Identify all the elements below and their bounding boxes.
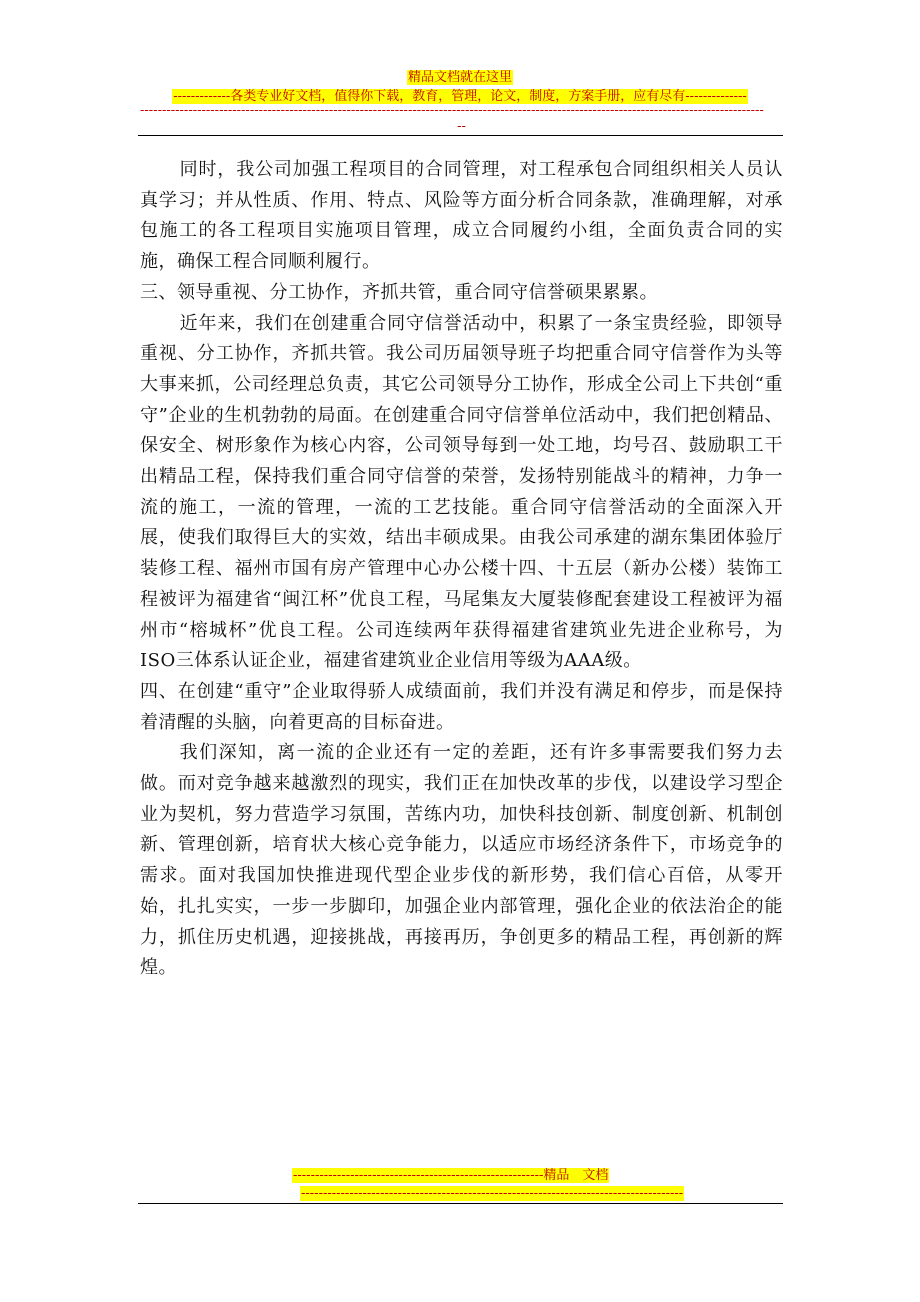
header-tagline-row <box>0 85 920 105</box>
footer-rule <box>138 1203 783 1204</box>
section-heading-four: 四、在创建“重守”企业取得骄人成绩面前，我们并没有满足和停步，而是保持着清醒的头脑，向着更高的目标奋进。 <box>140 680 783 733</box>
header-dash-tail: -- <box>457 119 466 134</box>
header-dash-line: ---------------------------------------------------------------------------------------------------------------------------------------------- <box>140 103 764 118</box>
footer-label: ---------------------------------------------------------精品 文档 <box>293 1168 609 1183</box>
footer-dashes: --------------------------------------------------------------------------------------- <box>301 1186 684 1201</box>
header-rule <box>138 135 783 136</box>
header-tagline: -------------各类专业好文档，值得你下载，教育，管理，论文，制度，方案手册，应有尽有-------------- <box>173 89 747 104</box>
footer-line-1 <box>292 1167 626 1184</box>
document-body <box>140 155 783 984</box>
paragraph-contract-management: 同时，我公司加强工程项目的合同管理，对工程承包合同组织相关人员认真学习；并从性质、作用、特点、风险等方面分析合同条款，准确理解，对承包施工的各工程项目实施项目管理，成立合同履约小组，全面负责合同的实施，确保工程合同顺利履行。 <box>140 159 783 273</box>
paragraph-experience: 近年来，我们在创建重合同守信誉活动中，积累了一条宝贵经验，即领导重视、分工协作，齐抓共管。我公司历届领导班子均把重合同守信誉作为头等大事来抓，公司经理总负责，其它公司领导分工协作，形成全公司上下共创“重守”企业的生机勃勃的局面。在创建重合同守信誉单位活动中，我们把创精品、保安全、树形象作为核心内容，公司领导每到一处工地，均号召、鼓励职工干出精品工程，保持我们重合同守信誉的荣誉，发扬特别能战斗的精神，力争一流的施工，一流的管理，一流的工艺技能。重合同守信誉活动的全面深入开展，使我们取得巨大的实效，结出丰硕成果。由我公司承建的湖东集团体验厅装修工程、福州市国有房产管理中心办公楼十四、十五层（新办公楼）装饰工程被评为福建省“闽江杯”优良工程，马尾集友大厦装修配套建设工程被评为福州市“榕城杯”优良工程。公司连续两年获得福建省建筑业先进企业称号，为ISO三体系认证企业，福建省建筑业企业信用等级为AAA级。 <box>140 312 783 672</box>
section-heading-three: 三、领导重视、分工协作，齐抓共管，重合同守信誉硕果累累。 <box>140 281 658 303</box>
header-title: 精品文档就在这里 <box>407 70 512 85</box>
footer-line-2 <box>300 1185 684 1202</box>
header-title-row <box>0 66 920 86</box>
paragraph-outlook: 我们深知，离一流的企业还有一定的差距，还有许多事需要我们努力去做。而对竞争越来越激烈的现实，我们正在加快改革的步伐，以建设学习型企业为契机，努力营造学习氛围，苦练内功，加快科技创新、制度创新、机制创新、管理创新，培育状大核心竞争能力，以适应市场经济条件下，市场竞争的需求。面对我国加快推进现代型企业步伐的新形势，我们信心百倍，从零开始，扎扎实实，一步一步脚印，加强企业内部管理，强化企业的依法治企的能力，抓住历史机遇，迎接挑战，再接再历，争创更多的精品工程，再创新的辉煌。 <box>140 742 783 979</box>
